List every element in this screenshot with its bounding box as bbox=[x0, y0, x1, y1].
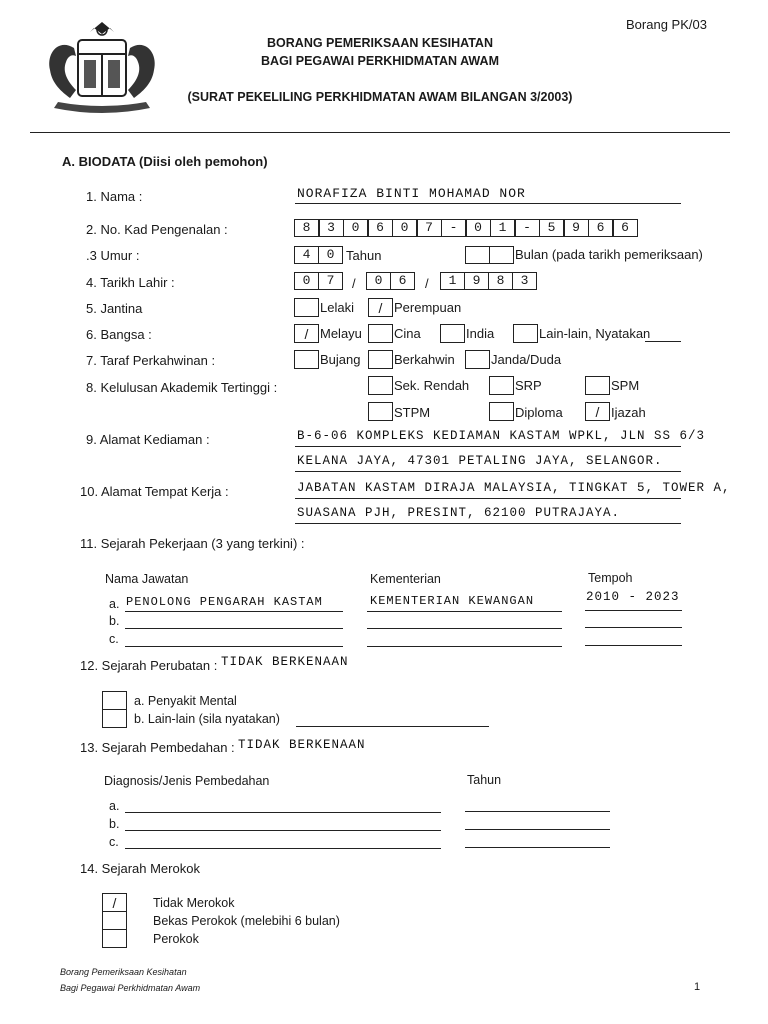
nama-line bbox=[295, 203, 681, 204]
alamat-rule1 bbox=[295, 446, 681, 447]
ic-digit-10: - bbox=[515, 219, 540, 237]
pembedahan-line-c2 bbox=[465, 847, 610, 848]
lelaki-checkbox[interactable] bbox=[294, 298, 319, 317]
tahun-label: Tahun bbox=[346, 248, 382, 263]
janda-label: Janda/Duda bbox=[491, 352, 562, 367]
bulan-box-2 bbox=[489, 246, 514, 264]
pembedahan-line-b1 bbox=[125, 830, 441, 831]
berkahwin-checkbox[interactable] bbox=[368, 350, 393, 369]
penyakit-mental-checkbox[interactable] bbox=[102, 691, 127, 710]
ic-digit-6: 7 bbox=[417, 219, 442, 237]
sek-rendah-checkbox[interactable] bbox=[368, 376, 393, 395]
perokok-label: Perokok bbox=[153, 932, 199, 946]
bangsa-label: 6. Bangsa : bbox=[86, 327, 152, 342]
pembedahan-label: 13. Sejarah Pembedahan : bbox=[80, 740, 235, 755]
perempuan-label: Perempuan bbox=[394, 300, 462, 315]
lahir-year-2: 9 bbox=[464, 272, 489, 290]
india-checkbox[interactable] bbox=[440, 324, 465, 343]
pekerjaan-row-b-line2 bbox=[367, 628, 562, 629]
form-code: Borang PK/03 bbox=[626, 17, 707, 32]
bekas-perokok-label: Bekas Perokok (melebihi 6 bulan) bbox=[153, 914, 340, 928]
bekas-perokok-checkbox[interactable] bbox=[102, 911, 127, 930]
ic-label: 2. No. Kad Pengenalan : bbox=[86, 222, 228, 237]
ic-digit-9: 1 bbox=[490, 219, 515, 237]
lahir-day-2: 7 bbox=[318, 272, 343, 290]
pekerjaan-row-a-jawatan: PENOLONG PENGARAH KASTAM bbox=[126, 595, 323, 609]
tidak-merokok-checkbox[interactable]: / bbox=[102, 893, 127, 912]
pekerjaan-row-b-line1 bbox=[125, 628, 343, 629]
perempuan-checkbox[interactable]: / bbox=[368, 298, 393, 317]
alamat-label: 9. Alamat Kediaman : bbox=[86, 432, 210, 447]
srp-label: SRP bbox=[515, 378, 542, 393]
header-title-line3: (SURAT PEKELILING PERKHIDMATAN AWAM BILANGAN 3/2003) bbox=[187, 90, 573, 104]
tidak-merokok-label: Tidak Merokok bbox=[153, 896, 235, 910]
ic-digit-5: 0 bbox=[392, 219, 417, 237]
pekerjaan-row-c-line3 bbox=[585, 645, 682, 646]
pekerjaan-row-b-line3 bbox=[585, 627, 682, 628]
penyakit-mental-label: a. Penyakit Mental bbox=[134, 694, 237, 708]
cina-checkbox[interactable] bbox=[368, 324, 393, 343]
lahir-slash-1: / bbox=[352, 276, 356, 291]
melayu-checkbox[interactable]: / bbox=[294, 324, 319, 343]
ic-digit-1: 8 bbox=[294, 219, 319, 237]
alamat-line2: KELANA JAYA, 47301 PETALING JAYA, SELANGOR. bbox=[297, 454, 663, 468]
umur-label: .3 Umur : bbox=[86, 248, 140, 263]
lain-lain-label: b. Lain-lain (sila nyatakan) bbox=[134, 712, 280, 726]
sek-rendah-label: Sek. Rendah bbox=[394, 378, 470, 393]
stpm-checkbox[interactable] bbox=[368, 402, 393, 421]
kelulusan-label: 8. Kelulusan Akademik Tertinggi : bbox=[86, 380, 278, 395]
taraf-label: 7. Taraf Perkahwinan : bbox=[86, 353, 216, 368]
pekerjaan-row-c-line1 bbox=[125, 646, 343, 647]
ijazah-label: Ijazah bbox=[611, 405, 646, 420]
ic-digit-4: 6 bbox=[368, 219, 393, 237]
kerja-line1: JABATAN KASTAM DIRAJA MALAYSIA, TINGKAT 5, TOWER A, bbox=[297, 481, 731, 495]
pembedahan-line-b2 bbox=[465, 829, 610, 830]
col-kementerian: Kementerian bbox=[370, 572, 441, 586]
kerja-rule1 bbox=[295, 498, 681, 499]
ic-digit-14: 6 bbox=[613, 219, 638, 237]
col-diagnosis: Diagnosis/Jenis Pembedahan bbox=[104, 774, 270, 788]
alamat-line1: B-6-06 KOMPLEKS KEDIAMAN KASTAM WPKL, JLN SS 6/3 bbox=[297, 429, 706, 443]
nama-value: NORAFIZA BINTI MOHAMAD NOR bbox=[297, 186, 526, 201]
pembedahan-line-a2 bbox=[465, 811, 610, 812]
diploma-label: Diploma bbox=[515, 405, 563, 420]
pekerjaan-row-a-line1 bbox=[125, 611, 343, 612]
stpm-label: STPM bbox=[394, 405, 431, 420]
srp-checkbox[interactable] bbox=[489, 376, 514, 395]
bujang-checkbox[interactable] bbox=[294, 350, 319, 369]
lahir-slash-2: / bbox=[425, 276, 429, 291]
lain-lain-line bbox=[296, 726, 489, 727]
pekerjaan-row-c-line2 bbox=[367, 646, 562, 647]
lain-checkbox[interactable] bbox=[513, 324, 538, 343]
nama-label: 1. Nama : bbox=[86, 189, 143, 204]
lain-label: Lain-lain, Nyatakan bbox=[539, 326, 651, 341]
spm-checkbox[interactable] bbox=[585, 376, 610, 395]
perubatan-value: TIDAK BERKENAAN bbox=[221, 655, 349, 669]
pembedahan-value: TIDAK BERKENAAN bbox=[238, 738, 366, 752]
pekerjaan-row-a-tempoh: 2010 - 2023 bbox=[586, 590, 680, 604]
ic-digit-12: 9 bbox=[564, 219, 589, 237]
ic-digit-13: 6 bbox=[588, 219, 613, 237]
merokok-label: 14. Sejarah Merokok bbox=[80, 861, 200, 876]
pekerjaan-row-a-line3 bbox=[585, 610, 682, 611]
header-title-line2: BAGI PEGAWAI PERKHIDMATAN AWAM bbox=[261, 54, 499, 68]
bujang-label: Bujang bbox=[320, 352, 361, 367]
lelaki-label: Lelaki bbox=[320, 300, 354, 315]
ic-digit-11: 5 bbox=[539, 219, 564, 237]
page-number: 1 bbox=[694, 981, 701, 993]
lahir-day-1: 0 bbox=[294, 272, 319, 290]
lain-lain-checkbox[interactable] bbox=[102, 709, 127, 728]
diploma-checkbox[interactable] bbox=[489, 402, 514, 421]
kerja-label: 10. Alamat Tempat Kerja : bbox=[80, 484, 229, 499]
spm-label: SPM bbox=[611, 378, 640, 393]
india-label: India bbox=[466, 326, 495, 341]
umur-digit-2: 0 bbox=[318, 246, 343, 264]
footer-line2: Bagi Pegawai Perkhidmatan Awam bbox=[60, 983, 201, 993]
pembedahan-row-c: c. bbox=[109, 835, 119, 849]
pekerjaan-row-b-letter: b. bbox=[109, 614, 120, 628]
ic-digit-7: - bbox=[441, 219, 466, 237]
lahir-year-3: 8 bbox=[488, 272, 513, 290]
pekerjaan-row-a-letter: a. bbox=[109, 597, 120, 611]
kerja-line2: SUASANA PJH, PRESINT, 62100 PUTRAJAYA. bbox=[297, 506, 621, 520]
pekerjaan-row-c-letter: c. bbox=[109, 632, 119, 646]
pekerjaan-label: 11. Sejarah Pekerjaan (3 yang terkini) : bbox=[80, 536, 305, 551]
janda-checkbox[interactable] bbox=[465, 350, 490, 369]
umur-digit-1: 4 bbox=[294, 246, 319, 264]
pembedahan-row-b: b. bbox=[109, 817, 120, 831]
cina-label: Cina bbox=[394, 326, 421, 341]
perubatan-label: 12. Sejarah Perubatan : bbox=[80, 658, 218, 673]
header-divider bbox=[30, 132, 730, 133]
col-tahun: Tahun bbox=[467, 773, 502, 787]
jantina-label: 5. Jantina bbox=[86, 301, 143, 316]
header-title-line1: BORANG PEMERIKSAAN KESIHATAN bbox=[267, 36, 493, 50]
pembedahan-line-a1 bbox=[125, 812, 441, 813]
pembedahan-line-c1 bbox=[125, 848, 441, 849]
ic-digit-3: 0 bbox=[343, 219, 368, 237]
bulan-label: Bulan (pada tarikh pemeriksaan) bbox=[515, 247, 703, 262]
lahir-year-1: 1 bbox=[440, 272, 465, 290]
lahir-label: 4. Tarikh Lahir : bbox=[86, 275, 175, 290]
lahir-year-4: 3 bbox=[512, 272, 537, 290]
melayu-label: Melayu bbox=[320, 326, 362, 341]
pekerjaan-row-a-kementerian: KEMENTERIAN KEWANGAN bbox=[370, 594, 535, 608]
coat-of-arms-emblem bbox=[40, 18, 164, 118]
alamat-rule2 bbox=[295, 471, 681, 472]
kerja-rule2 bbox=[295, 523, 681, 524]
ic-digit-8: 0 bbox=[466, 219, 491, 237]
ic-digit-2: 3 bbox=[319, 219, 344, 237]
footer-line1: Borang Pemeriksaan Kesihatan bbox=[60, 967, 187, 977]
pembedahan-row-a: a. bbox=[109, 799, 120, 813]
ijazah-checkbox[interactable]: / bbox=[585, 402, 610, 421]
bulan-box-1 bbox=[465, 246, 490, 264]
berkahwin-label: Berkahwin bbox=[394, 352, 455, 367]
perokok-checkbox[interactable] bbox=[102, 929, 127, 948]
lain-line bbox=[645, 341, 681, 342]
pekerjaan-row-a-line2 bbox=[367, 611, 562, 612]
section-a-title: A. BIODATA (Diisi oleh pemohon) bbox=[62, 154, 268, 169]
col-jawatan: Nama Jawatan bbox=[105, 572, 189, 586]
lahir-month-2: 6 bbox=[390, 272, 415, 290]
col-tempoh: Tempoh bbox=[588, 571, 633, 585]
lahir-month-1: 0 bbox=[366, 272, 391, 290]
